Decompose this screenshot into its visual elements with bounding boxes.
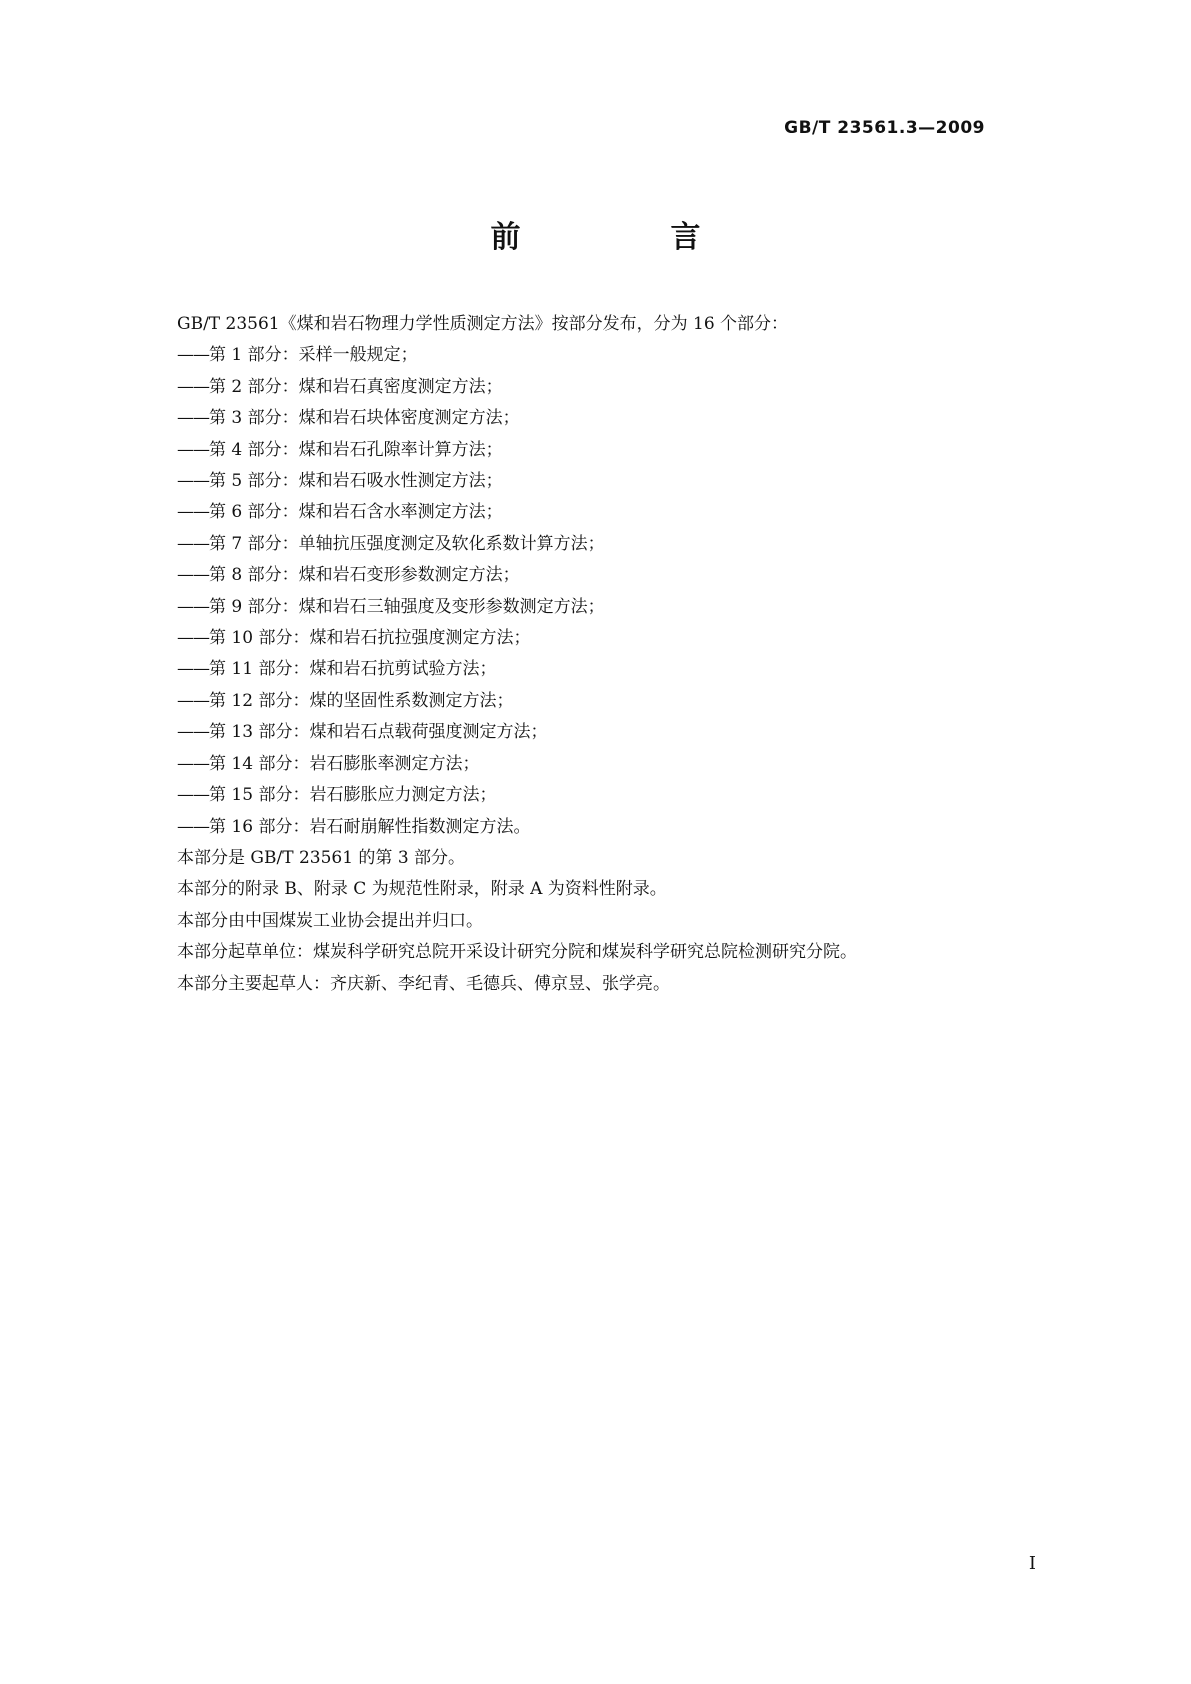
annex-statement-paragraph: 本部分的附录 B、附录 C 为规范性附录，附录 A 为资料性附录。 [177,879,667,900]
list-dash: —— [177,659,209,680]
list-item-text: 第 6 部分：煤和岩石含水率测定方法； [209,502,503,523]
list-dash: —— [177,533,209,554]
list-item-text: 第 11 部分：煤和岩石抗剪试验方法； [209,659,497,680]
list-dash: —— [177,596,209,617]
page-title: 前 言 [490,220,761,255]
list-dash: —— [177,345,209,366]
list-dash: —— [177,408,209,429]
list-dash: —— [177,722,209,743]
list-item [177,592,1037,623]
list-item [177,497,1037,528]
list-item-text: 第 1 部分：采样一般规定； [209,345,418,366]
list-item [177,529,1037,560]
list-item-text: 第 16 部分：岩石耐崩解性指数测定方法。 [209,816,531,837]
list-item [177,686,1037,717]
list-item-text: 第 3 部分：煤和岩石块体密度测定方法； [209,408,520,429]
standard-number: GB/T 23561.3—2009 [784,118,985,138]
foreword-body [177,309,1037,1000]
list-dash: —— [177,376,209,397]
intro-paragraph: GB/T 23561《煤和岩石物理力学性质测定方法》按部分发布，分为 16 个部分： [177,314,789,334]
list-item-text: 第 13 部分：煤和岩石点载荷强度测定方法； [209,722,548,743]
list-dash: —— [177,785,209,806]
drafters-paragraph: 本部分主要起草人：齐庆新、李纪青、毛德兵、傅京昱、张学亮。 [177,973,670,994]
list-item [177,780,1037,811]
parts-list [177,340,1037,843]
proposer-paragraph: 本部分由中国煤炭工业协会提出并归口。 [177,910,483,931]
list-item [177,812,1037,843]
list-item-text: 第 15 部分：岩石膨胀应力测定方法； [209,785,497,806]
list-dash: —— [177,628,209,649]
list-item [177,623,1037,654]
list-dash: —— [177,502,209,523]
list-item [177,749,1037,780]
drafting-units-paragraph: 本部分起草单位：煤炭科学研究总院开采设计研究分院和煤炭科学研究总院检测研究分院。 [177,942,857,963]
part-statement-paragraph: 本部分是 GB/T 23561 的第 3 部分。 [177,847,466,868]
list-item [177,435,1037,466]
list-item-text: 第 12 部分：煤的坚固性系数测定方法； [209,690,514,711]
list-item-text: 第 2 部分：煤和岩石真密度测定方法； [209,376,503,397]
list-item-text: 第 14 部分：岩石膨胀率测定方法； [209,753,480,774]
list-item [177,340,1037,371]
list-item-text: 第 8 部分：煤和岩石变形参数测定方法； [209,565,520,586]
list-item-text: 第 9 部分：煤和岩石三轴强度及变形参数测定方法； [209,596,605,617]
list-item [177,654,1037,685]
list-item [177,403,1037,434]
list-dash: —— [177,565,209,586]
list-item [177,560,1037,591]
list-item-text: 第 5 部分：煤和岩石吸水性测定方法； [209,471,503,492]
list-item-text: 第 10 部分：煤和岩石抗拉强度测定方法； [209,628,531,649]
list-item [177,372,1037,403]
list-dash: —— [177,753,209,774]
list-dash: —— [177,439,209,460]
list-item [177,717,1037,748]
list-item-text: 第 4 部分：煤和岩石孔隙率计算方法； [209,439,503,460]
list-dash: —— [177,816,209,837]
list-dash: —— [177,690,209,711]
list-item-text: 第 7 部分：单轴抗压强度测定及软化系数计算方法； [209,533,605,554]
list-item [177,466,1037,497]
page-number: I [1028,1553,1036,1574]
list-dash: —— [177,471,209,492]
